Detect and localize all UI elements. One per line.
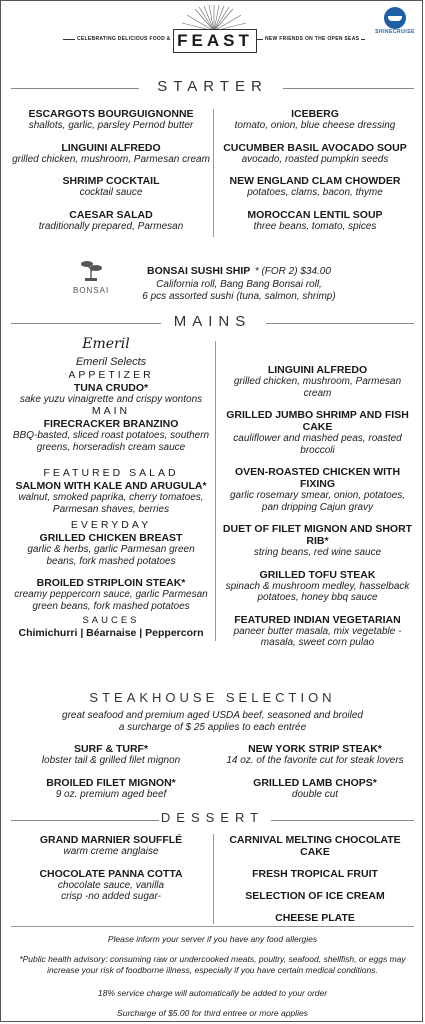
mains-heading — [11, 315, 414, 331]
menu-item — [216, 777, 414, 801]
menu-item — [221, 409, 414, 456]
dessert-heading — [11, 812, 414, 828]
menu-item — [11, 577, 211, 612]
item-desc: 14 oz. of the favorite cut for steak lovers — [226, 755, 404, 766]
health-advisory: *Public health advisory: consuming raw or undercooked meats, poultry, seafood, shellfish, or eggs may increase your risk of foodborne illness, especially if you have certain medical conditions. — [19, 954, 406, 975]
item-desc: cauliflower and mashed peas, roasted broccoli — [233, 433, 402, 456]
featured-salad-label: FEATURED SALAD — [43, 467, 179, 479]
item-desc: three beans, tomato, spices — [253, 220, 377, 232]
appetizer-label: APPETIZER — [68, 368, 154, 381]
menu-header — [1, 1, 422, 67]
item-desc: double cut — [291, 788, 339, 800]
item-desc: warm creme anglaise — [63, 846, 159, 857]
dessert-left-column — [11, 834, 211, 913]
menu-item — [11, 209, 211, 233]
item-name: SURF & TURF* — [73, 743, 149, 755]
sauces-list: Chimichurri | Béarnaise | Peppercorn — [18, 627, 204, 639]
ship-icon — [384, 7, 406, 29]
steakhouse-left-column — [11, 743, 211, 810]
starter-right-column — [216, 108, 414, 242]
item-name: GRILLED JUMBO SHRIMP AND FISH CAKE — [226, 409, 409, 433]
item-name: BROILED FILET MIGNON* — [46, 776, 176, 789]
menu-item — [216, 175, 414, 199]
steakhouse-heading: STEAKHOUSE SELECTION — [89, 690, 336, 705]
allergy-note: Please inform your server if you have any food allergies — [107, 934, 318, 944]
item-desc: shallots, garlic, parsley Pernod butter — [28, 120, 194, 131]
menu-item — [11, 834, 211, 858]
item-name: TUNA CRUDO* — [73, 381, 149, 394]
item-price: * (FOR 2) $34.00 — [254, 266, 331, 277]
menu-item — [216, 743, 414, 767]
surcharge-note: Surcharge of $5.00 for third entree or more applies — [117, 1008, 308, 1018]
item-desc: paneer butter masala, mix vegetable - masala, sweet corn pulao — [233, 625, 402, 648]
menu-title: FEAST — [173, 29, 257, 53]
menu-item — [221, 466, 414, 513]
header-tagline-right: NEW FRIENDS ON THE OPEN SEAS — [265, 36, 360, 42]
item-name: GRILLED CHICKEN BREAST — [39, 532, 183, 544]
mains-right-column — [221, 364, 414, 659]
item-name: ESCARGOTS BOURGUIGNONNE — [28, 108, 194, 120]
section-title: STARTER — [157, 78, 268, 95]
item-desc: avocado, roasted pumpkin seeds — [241, 153, 389, 165]
item-name: SALMON WITH KALE AND ARUGULA* — [15, 480, 207, 492]
menu-item — [221, 364, 414, 399]
steakhouse-intro-line: great seafood and premium aged USDA beef, seasoned and broiled — [62, 710, 363, 721]
main-label: MAIN — [91, 405, 131, 417]
item-name: NEW ENGLAND CLAM CHOWDER — [229, 175, 401, 187]
item-name: BROILED STRIPLOIN STEAK* — [36, 577, 186, 589]
steakhouse-intro — [11, 710, 414, 734]
menu-item — [216, 209, 414, 233]
item-desc: chocolate sauce, vanilla crisp -no added sugar- — [57, 879, 165, 902]
item-name: SHRIMP COCKTAIL — [62, 175, 160, 187]
item-name: SELECTION OF ICE CREAM — [245, 890, 385, 902]
menu-item — [11, 868, 211, 903]
bonsai-logo — [73, 257, 109, 295]
item-name: BONSAI SUSHI SHIP — [147, 265, 251, 277]
item-name: FEATURED INDIAN VEGETARIAN — [234, 613, 401, 626]
menu-item — [11, 108, 211, 132]
item-name: CHOCOLATE PANNA COTTA — [39, 867, 183, 880]
item-name: CARNIVAL MELTING CHOCOLATE CAKE — [229, 834, 401, 858]
item-desc: cocktail sauce — [79, 187, 143, 198]
logo-text: SHINECRUISE — [375, 29, 415, 35]
sunburst-ornament — [181, 5, 247, 31]
bonsai-logo-text: BONSAI — [73, 286, 110, 295]
emeril-logo: Emeril — [82, 336, 130, 352]
menu-item — [11, 777, 211, 801]
item-desc: sake yuzu vinaigrette and crispy wontons — [19, 393, 203, 405]
column-divider — [213, 109, 214, 237]
item-name: GRAND MARNIER SOUFFLÉ — [39, 834, 183, 846]
item-desc: garlic rosemary smear, onion, potatoes, pan dripping Cajun gravy — [229, 490, 406, 513]
bonsai-tree-icon — [77, 257, 105, 281]
item-name: CUCUMBER BASIL AVOCADO SOUP — [223, 141, 407, 154]
section-title: DESSERT — [160, 810, 265, 825]
footer-rule — [11, 926, 414, 927]
starter-left-column — [11, 108, 211, 242]
section-title: MAINS — [173, 313, 252, 330]
dessert-right-column — [216, 834, 414, 924]
item-name: LINGUINI ALFREDO — [61, 141, 161, 154]
item-name: CAESAR SALAD — [69, 208, 153, 221]
item-name: MOROCCAN LENTIL SOUP — [247, 208, 383, 221]
everyday-label: EVERYDAY — [70, 519, 152, 531]
menu-item — [11, 743, 211, 767]
item-desc: grilled chicken, mushroom, Parmesan cream — [233, 376, 402, 399]
item-desc: walnut, smoked paprika, cherry tomatoes, Parmesan shaves, berries — [18, 492, 204, 515]
item-name: GRILLED LAMB CHOPS* — [253, 776, 377, 789]
item-name: NEW YORK STRIP STEAK* — [248, 743, 382, 755]
steakhouse-right-column — [216, 743, 414, 810]
menu-item — [221, 569, 414, 604]
starter-heading — [11, 80, 414, 96]
item-name: DUET OF FILET MIGNON AND SHORT RIB* — [222, 523, 413, 547]
column-divider — [213, 834, 214, 924]
item-desc: tomato, onion, blue cheese dressing — [234, 120, 396, 131]
cruise-logo — [371, 7, 419, 47]
item-desc: traditionally prepared, Parmesan — [38, 220, 184, 232]
item-name: FRESH TROPICAL FRUIT — [252, 868, 378, 880]
item-desc: lobster tail & grilled filet mignon — [41, 755, 181, 766]
menu-item — [11, 175, 211, 199]
menu-item — [216, 108, 414, 132]
item-name: ICEBERG — [291, 108, 339, 120]
item-name: FIRECRACKER BRANZINO — [43, 418, 179, 430]
menu-item — [221, 523, 414, 559]
emeril-selects-label: Emeril Selects — [75, 356, 147, 368]
column-divider — [215, 341, 216, 641]
item-desc: 9 oz. premium aged beef — [55, 788, 167, 800]
item-name: CHEESE PLATE — [275, 912, 355, 924]
item-desc: potatoes, clams, bacon, thyme — [247, 187, 383, 198]
item-desc: California roll, Bang Bang Bonsai roll, — [156, 279, 322, 290]
item-desc: string beans, red wine sauce — [253, 547, 382, 558]
menu-item — [11, 142, 211, 166]
item-name: OVEN-ROASTED CHICKEN WITH FIXING — [234, 466, 401, 490]
menu-item — [221, 614, 414, 649]
bonsai-item — [119, 261, 359, 302]
item-desc: BBQ-basted, sliced roast potatoes, southern greens, horseradish cream sauce — [12, 430, 210, 453]
mains-left-column — [11, 336, 211, 639]
item-desc: garlic & herbs, garlic Parmesan green beans, fork mashed potatoes — [27, 544, 195, 567]
header-tagline-left: CELEBRATING DELICIOUS FOOD & — [77, 36, 171, 42]
item-desc: 6 pcs assorted sushi (tuna, salmon, shrimp) — [142, 290, 336, 302]
menu-item — [11, 532, 211, 567]
service-charge-note: 18% service charge will automatically be added to your order — [97, 988, 328, 998]
item-name: GRILLED TOFU STEAK — [259, 568, 376, 581]
steakhouse-intro-line: a surcharge of $ 25 applies to each entrée — [118, 722, 307, 733]
menu-item — [216, 142, 414, 166]
sauces-label: SAUCES — [82, 615, 140, 626]
item-desc: grilled chicken, mushroom, Parmesan cream — [12, 153, 210, 165]
item-desc: creamy peppercorn sauce, garlic Parmesan green beans, fork mashed potatoes — [14, 589, 208, 612]
item-desc: spinach & mushroom medley, hasselback potatoes, honey bbq sauce — [225, 580, 410, 603]
item-name: LINGUINI ALFREDO — [267, 364, 368, 376]
